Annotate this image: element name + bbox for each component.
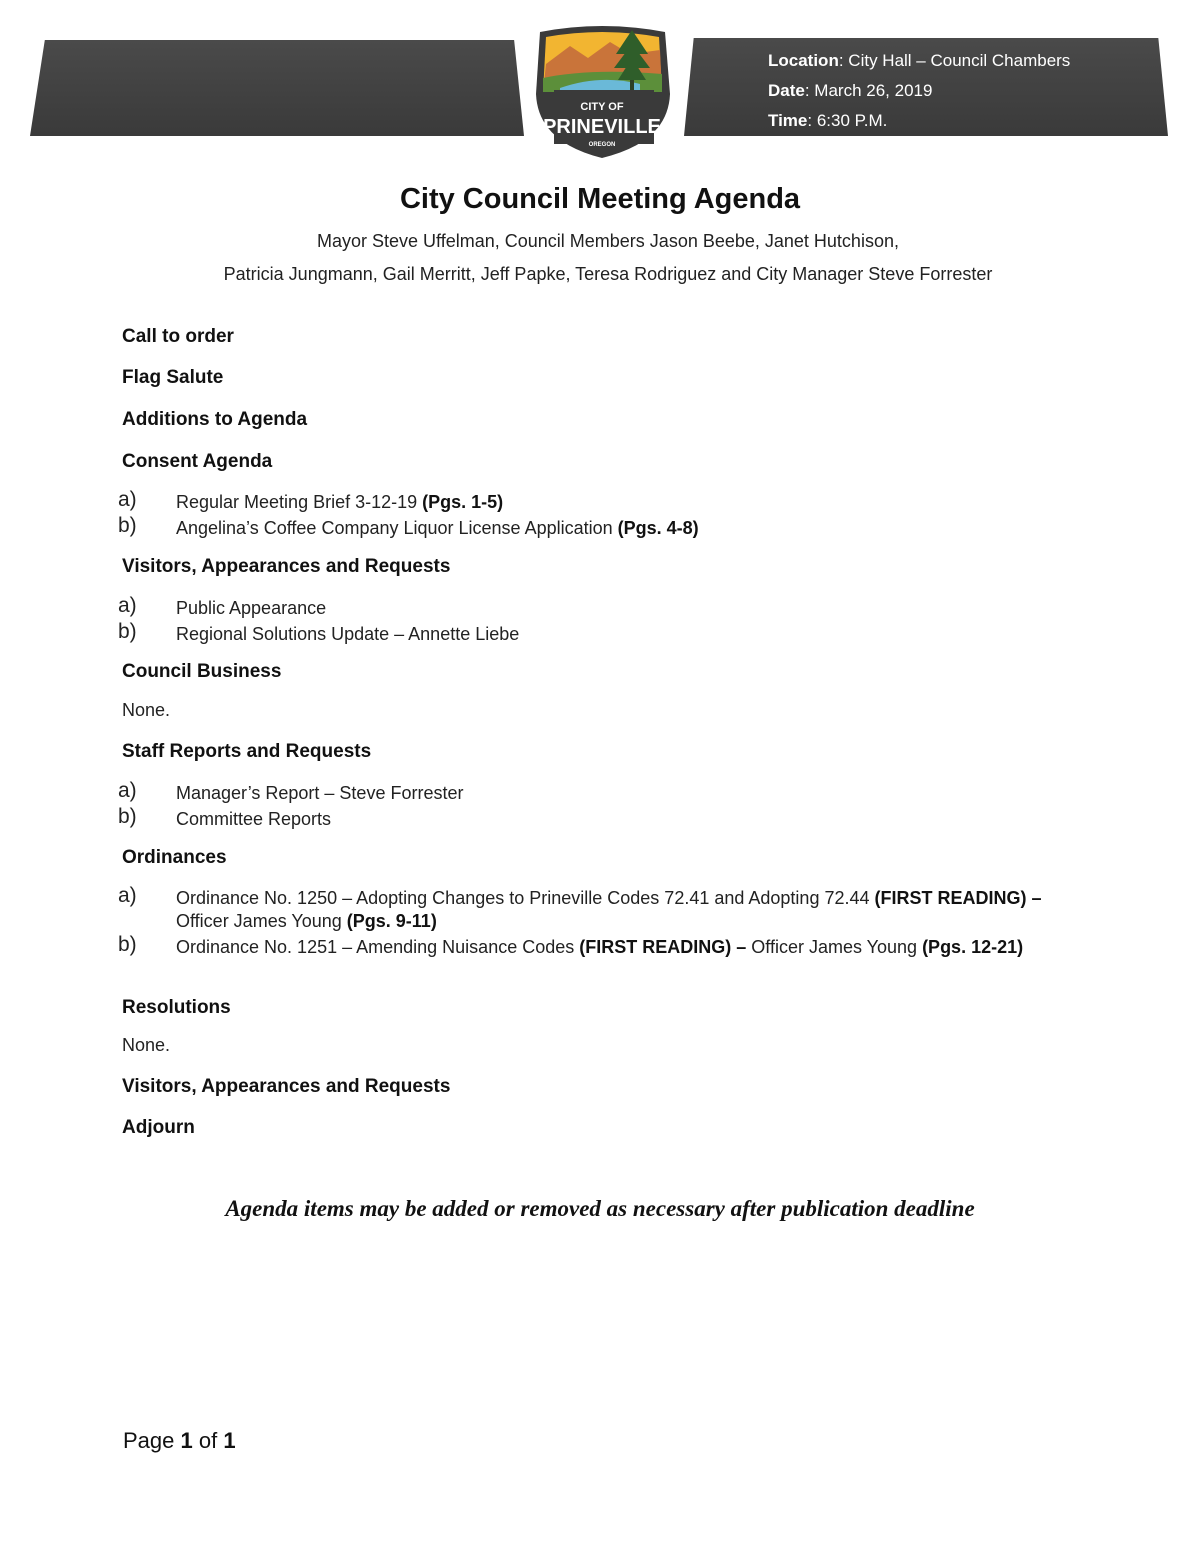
page-title: City Council Meeting Agenda: [399, 183, 801, 215]
logo-text-oregon: OREGON: [588, 142, 616, 148]
council-members-line-1: Mayor Steve Uffelman, Council Members Jason Beebe, Janet Hutchison,: [317, 231, 899, 251]
logo-text-city-of: CITY OF: [580, 101, 624, 113]
logo-text-prineville: PRINEVILLE: [543, 116, 661, 138]
time-line: Time: 6:30 P.M.: [768, 111, 888, 130]
date-line: Date: March 26, 2019: [768, 81, 933, 100]
location-line: Location: City Hall – Council Chambers: [768, 51, 1071, 70]
meeting-details: [768, 46, 1070, 136]
header-banner-left: [30, 40, 524, 136]
section-none-text: None.: [122, 700, 171, 720]
council-members-line-2: Patricia Jungmann, Gail Merritt, Jeff Papke, Teresa Rodriguez and City Manager Steve Forrester: [223, 264, 993, 284]
section-none-text: None.: [122, 1035, 171, 1055]
page-number: Page 1 of 1: [123, 1428, 236, 1453]
city-logo: [530, 24, 675, 160]
publication-note: Agenda items may be added or removed as necessary after publication deadline: [225, 1196, 975, 1221]
